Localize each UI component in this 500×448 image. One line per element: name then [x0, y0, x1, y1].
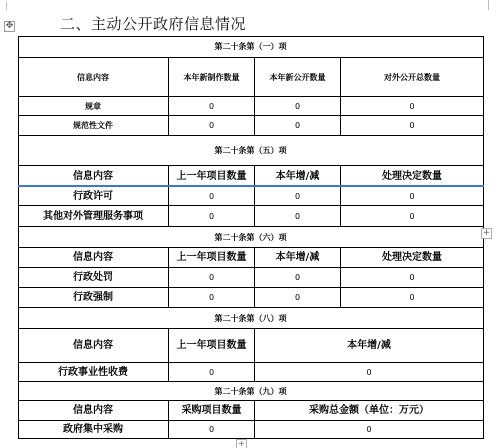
- page-corner-mark: [488, 0, 497, 10]
- cell-value[interactable]: 0: [255, 116, 341, 136]
- header-procurement-amount: 采购总金额（单位：万元）: [255, 401, 484, 421]
- header-info-content: 信息内容: [18, 248, 169, 268]
- cell-value[interactable]: 0: [255, 97, 341, 116]
- add-row-icon[interactable]: +: [236, 439, 247, 448]
- header-year-change: 本年增/减: [255, 248, 341, 268]
- cell-value[interactable]: 0: [169, 363, 255, 382]
- cell-value[interactable]: 0: [169, 116, 255, 136]
- section-title-20-1: 第二十条第（一）项: [18, 36, 484, 58]
- cell-value[interactable]: 0: [341, 187, 484, 206]
- cell-value[interactable]: 0: [341, 206, 484, 227]
- row-selection-rule: [18, 185, 484, 187]
- cell-value[interactable]: 0: [169, 268, 255, 288]
- row-label-administrative-fees: 行政事业性收费: [18, 363, 169, 382]
- cell-value[interactable]: 0: [255, 363, 484, 382]
- section-title-20-9: 第二十条第（九）项: [18, 382, 484, 401]
- page-corner-mark: [6, 2, 15, 10]
- row-label-regulations: 规章: [18, 97, 169, 116]
- cell-value[interactable]: 0: [169, 187, 255, 206]
- cell-value[interactable]: 0: [255, 288, 341, 308]
- row-label-administrative-penalty: 行政处罚: [18, 268, 169, 288]
- header-info-content: 信息内容: [18, 166, 169, 187]
- header-info-content: 信息内容: [18, 329, 169, 363]
- header-info-content: 信息内容: [18, 401, 169, 421]
- section-title-20-6: 第二十条第（六）项: [18, 227, 484, 248]
- cell-value[interactable]: 0: [169, 421, 255, 439]
- header-year-change: 本年增/减: [255, 166, 341, 187]
- cell-value[interactable]: 0: [169, 206, 255, 227]
- cell-value[interactable]: 0: [255, 268, 341, 288]
- section-title-20-8: 第二十条第（八）项: [18, 308, 484, 329]
- header-new-made-count: 本年新制作数量: [169, 58, 255, 97]
- row-label-administrative-enforcement: 行政强制: [18, 288, 169, 308]
- cell-value[interactable]: 0: [255, 187, 341, 206]
- section-title-20-5: 第二十条第（五）项: [18, 136, 484, 166]
- cell-value[interactable]: 0: [255, 421, 484, 439]
- section-heading: 二、主动公开政府信息情况: [60, 15, 247, 33]
- header-total-published: 对外公开总数量: [341, 58, 484, 97]
- header-prev-year-count: 上一年项目数量: [169, 248, 255, 268]
- table-move-handle-icon[interactable]: ✥: [5, 21, 14, 31]
- cell-value[interactable]: 0: [341, 268, 484, 288]
- row-label-other-services: 其他对外管理服务事项: [18, 206, 169, 227]
- header-new-published-count: 本年新公开数量: [255, 58, 341, 97]
- header-decision-count: 处理决定数量: [341, 166, 484, 187]
- row-label-centralized-procurement: 政府集中采购: [18, 421, 169, 439]
- header-info-content: 信息内容: [18, 58, 169, 97]
- header-prev-year-count: 上一年项目数量: [169, 166, 255, 187]
- cell-value[interactable]: 0: [341, 116, 484, 136]
- cell-value[interactable]: 0: [169, 97, 255, 116]
- header-prev-year-count: 上一年项目数量: [169, 329, 255, 363]
- row-label-administrative-license: 行政许可: [18, 187, 169, 206]
- cell-value[interactable]: 0: [341, 97, 484, 116]
- cell-value[interactable]: 0: [169, 288, 255, 308]
- add-column-icon[interactable]: +: [482, 228, 491, 238]
- row-label-normative-documents: 规范性文件: [18, 116, 169, 136]
- header-decision-count: 处理决定数量: [341, 248, 484, 268]
- header-procurement-count: 采购项目数量: [169, 401, 255, 421]
- cell-value[interactable]: 0: [255, 206, 341, 227]
- cell-value[interactable]: 0: [341, 288, 484, 308]
- header-year-change: 本年增/减: [255, 329, 484, 363]
